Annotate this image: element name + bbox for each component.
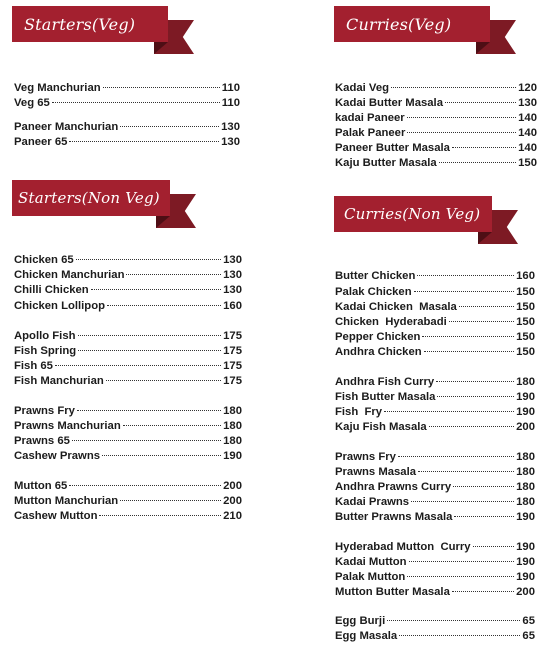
menu-item	[14, 283, 242, 297]
menu-item	[14, 419, 242, 433]
menu-item	[335, 465, 535, 479]
section-title: Curries(Non Veg)	[334, 196, 492, 232]
dot-leader	[76, 259, 221, 260]
menu-item	[335, 495, 535, 509]
menu-item	[14, 374, 242, 388]
menu-item-name: Pepper Chicken	[335, 331, 421, 343]
menu-item-price: 130	[223, 284, 242, 296]
menu-item-price: 130	[518, 97, 537, 109]
menu-item-price: 140	[518, 127, 537, 139]
menu-item	[14, 479, 242, 493]
dot-leader	[55, 365, 221, 366]
dot-leader	[69, 141, 219, 142]
menu-item	[335, 156, 537, 170]
menu-item-price: 190	[516, 541, 535, 553]
menu-item	[14, 494, 242, 508]
menu-item-name: Fish Fry	[335, 406, 383, 418]
menu-item	[14, 253, 242, 267]
menu-item-price: 190	[516, 556, 535, 568]
menu-item-price: 150	[518, 157, 537, 169]
menu-item-name: Prawns Fry	[335, 451, 396, 463]
menu-item-name: Andhra Fish Curry	[335, 376, 435, 388]
dot-leader	[102, 455, 221, 456]
menu-item	[335, 285, 535, 299]
menu-item-price: 65	[522, 615, 535, 627]
menu-item-name: Chicken Lollipop	[14, 300, 106, 312]
menu-item-name: Cashew Mutton	[14, 510, 98, 522]
menu-item-name: Veg 65	[14, 97, 50, 109]
dot-leader	[411, 501, 514, 502]
menu-item-price: 150	[516, 316, 535, 328]
menu-item-name: Prawns Fry	[14, 405, 75, 417]
menu-item	[335, 96, 537, 110]
menu-item-price: 160	[516, 270, 535, 282]
menu-item	[335, 585, 535, 599]
menu-item	[335, 111, 537, 125]
menu-item-price: 120	[518, 82, 537, 94]
menu-item-name: Fish 65	[14, 360, 53, 372]
menu-item-price: 150	[516, 301, 535, 313]
dot-leader	[107, 305, 221, 306]
menu-item-name: Mutton 65	[14, 480, 68, 492]
menu-item	[14, 135, 240, 149]
dot-leader	[429, 426, 514, 427]
dot-leader	[69, 485, 221, 486]
menu-item-price: 65	[522, 630, 535, 642]
dot-leader	[384, 411, 514, 412]
menu-item	[14, 96, 240, 110]
menu-item-price: 180	[516, 376, 535, 388]
menu-item-price: 180	[516, 481, 535, 493]
dot-leader	[126, 274, 221, 275]
banner-curries-nonveg	[334, 196, 518, 244]
menu-item	[335, 141, 537, 155]
dot-leader	[439, 162, 516, 163]
menu-item-name: Chilli Chicken	[14, 284, 89, 296]
menu-item-price: 150	[516, 346, 535, 358]
menu-item	[335, 126, 537, 140]
menu-item-price: 200	[516, 586, 535, 598]
menu-item-price: 175	[223, 360, 242, 372]
dot-leader	[99, 515, 221, 516]
menu-item-name: Egg Burji	[335, 615, 386, 627]
menu-item	[335, 510, 535, 524]
menu-item	[335, 81, 537, 95]
menu-item-name: Kaju Fish Masala	[335, 421, 427, 433]
menu-item-name: Mutton Butter Masala	[335, 586, 450, 598]
dot-leader	[452, 147, 516, 148]
menu-item-price: 140	[518, 112, 537, 124]
menu-item-price: 200	[223, 480, 242, 492]
menu-item-price: 110	[221, 82, 240, 94]
menu-item-name: Fish Butter Masala	[335, 391, 436, 403]
menu-item-name: Fish Spring	[14, 345, 77, 357]
dot-leader	[78, 350, 221, 351]
menu-item	[14, 359, 242, 373]
dot-leader	[424, 351, 515, 352]
menu-item-price: 190	[516, 511, 535, 523]
menu-item	[335, 450, 535, 464]
menu-item-name: Veg Manchurian	[14, 82, 101, 94]
dot-leader	[454, 516, 514, 517]
menu-item-name: Cashew Prawns	[14, 450, 101, 462]
menu-item-name: Kaju Butter Masala	[335, 157, 437, 169]
menu-item-name: Egg Masala	[335, 630, 398, 642]
dot-leader	[452, 591, 514, 592]
dot-leader	[422, 336, 514, 337]
dot-leader	[52, 102, 220, 103]
dot-leader	[72, 440, 221, 441]
menu-item	[14, 344, 242, 358]
menu-item-price: 180	[516, 466, 535, 478]
dot-leader	[91, 289, 221, 290]
dot-leader	[407, 576, 514, 577]
menu-item-price: 175	[223, 345, 242, 357]
menu-item-name: Prawns 65	[14, 435, 70, 447]
menu-item-price: 190	[223, 450, 242, 462]
dot-leader	[453, 486, 514, 487]
menu-item-price: 180	[516, 451, 535, 463]
menu-item-name: Andhra Prawns Curry	[335, 481, 452, 493]
menu-item-price: 190	[516, 571, 535, 583]
menu-item	[335, 540, 535, 554]
menu-item-price: 200	[223, 495, 242, 507]
banner-curries-veg	[334, 6, 516, 54]
dot-leader	[77, 410, 221, 411]
section-title: Starters(Non Veg)	[12, 180, 170, 216]
dot-leader	[407, 117, 516, 118]
dot-leader	[409, 561, 515, 562]
dot-leader	[449, 321, 514, 322]
dot-leader	[407, 132, 516, 133]
menu-item-price: 160	[223, 300, 242, 312]
menu-item-name: Prawns Manchurian	[14, 420, 121, 432]
menu-item	[14, 404, 242, 418]
menu-item-name: Chicken 65	[14, 254, 74, 266]
menu-item-name: Chicken Hyderabadi	[335, 316, 447, 328]
menu-item-name: Palak Mutton	[335, 571, 406, 583]
menu-item	[335, 390, 535, 404]
menu-item-name: Mutton Manchurian	[14, 495, 119, 507]
dot-leader	[473, 546, 515, 547]
dot-leader	[120, 126, 219, 127]
menu-item	[335, 614, 535, 628]
menu-item	[335, 300, 535, 314]
menu-item-price: 130	[221, 121, 240, 133]
menu-item-name: Kadai Chicken Masala	[335, 301, 457, 313]
menu-item	[14, 509, 242, 523]
menu-item-price: 130	[223, 254, 242, 266]
menu-item-price: 150	[516, 286, 535, 298]
section-title: Starters(Veg)	[12, 6, 168, 42]
dot-leader	[417, 275, 514, 276]
menu-item-price: 180	[223, 435, 242, 447]
menu-item-price: 190	[516, 391, 535, 403]
dot-leader	[391, 87, 516, 88]
menu-item-name: Kadai Mutton	[335, 556, 407, 568]
menu-item	[335, 570, 535, 584]
banner-starters-nonveg	[12, 180, 196, 228]
menu-item-price: 110	[221, 97, 240, 109]
menu-item-name: Prawns Masala	[335, 466, 417, 478]
menu-item-name: Butter Prawns Masala	[335, 511, 453, 523]
menu-item-price: 130	[223, 269, 242, 281]
menu-item-price: 180	[223, 420, 242, 432]
dot-leader	[103, 87, 220, 88]
menu-item-price: 180	[223, 405, 242, 417]
dot-leader	[387, 620, 520, 621]
menu-item	[335, 375, 535, 389]
menu-item-name: Paneer Manchurian	[14, 121, 119, 133]
dot-leader	[436, 381, 514, 382]
menu-item-name: Paneer Butter Masala	[335, 142, 450, 154]
menu-item-name: Chicken Manchurian	[14, 269, 125, 281]
menu-item-name: Kadai Veg	[335, 82, 389, 94]
menu-item-price: 150	[516, 331, 535, 343]
menu-item	[14, 120, 240, 134]
dot-leader	[399, 635, 520, 636]
dot-leader	[459, 306, 514, 307]
menu-item-price: 200	[516, 421, 535, 433]
menu-item-price: 175	[223, 375, 242, 387]
menu-item	[335, 420, 535, 434]
menu-item	[14, 268, 242, 282]
banner-starters-veg	[12, 6, 194, 54]
dot-leader	[414, 291, 515, 292]
section-title: Curries(Veg)	[334, 6, 490, 42]
menu-item	[14, 449, 242, 463]
dot-leader	[123, 425, 221, 426]
menu-item-name: Butter Chicken	[335, 270, 416, 282]
menu-item	[335, 345, 535, 359]
menu-item	[335, 330, 535, 344]
menu-item	[335, 405, 535, 419]
menu-item-name: Hyderabad Mutton Curry	[335, 541, 471, 553]
menu-item	[335, 629, 535, 643]
menu-item	[14, 329, 242, 343]
menu-item	[14, 299, 242, 313]
dot-leader	[445, 102, 516, 103]
dot-leader	[398, 456, 514, 457]
menu-item-name: Kadai Prawns	[335, 496, 410, 508]
dot-leader	[437, 396, 514, 397]
menu-item-name: Paneer 65	[14, 136, 68, 148]
dot-leader	[78, 335, 222, 336]
menu-item-name: Palak Paneer	[335, 127, 406, 139]
menu-item-price: 130	[221, 136, 240, 148]
menu-item-name: kadai Paneer	[335, 112, 405, 124]
menu-item-price: 140	[518, 142, 537, 154]
menu-item	[335, 269, 535, 283]
menu-item-price: 180	[516, 496, 535, 508]
menu-item-price: 210	[223, 510, 242, 522]
menu-item-name: Palak Chicken	[335, 286, 412, 298]
menu-item	[14, 81, 240, 95]
menu-item-price: 190	[516, 406, 535, 418]
dot-leader	[106, 380, 221, 381]
menu-item-name: Apollo Fish	[14, 330, 76, 342]
menu-item	[14, 434, 242, 448]
menu-item	[335, 315, 535, 329]
menu-item-name: Kadai Butter Masala	[335, 97, 443, 109]
menu-item-price: 175	[223, 330, 242, 342]
menu-item-name: Fish Manchurian	[14, 375, 104, 387]
menu-item	[335, 555, 535, 569]
menu-item	[335, 480, 535, 494]
dot-leader	[418, 471, 514, 472]
menu-item-name: Andhra Chicken	[335, 346, 422, 358]
dot-leader	[120, 500, 221, 501]
